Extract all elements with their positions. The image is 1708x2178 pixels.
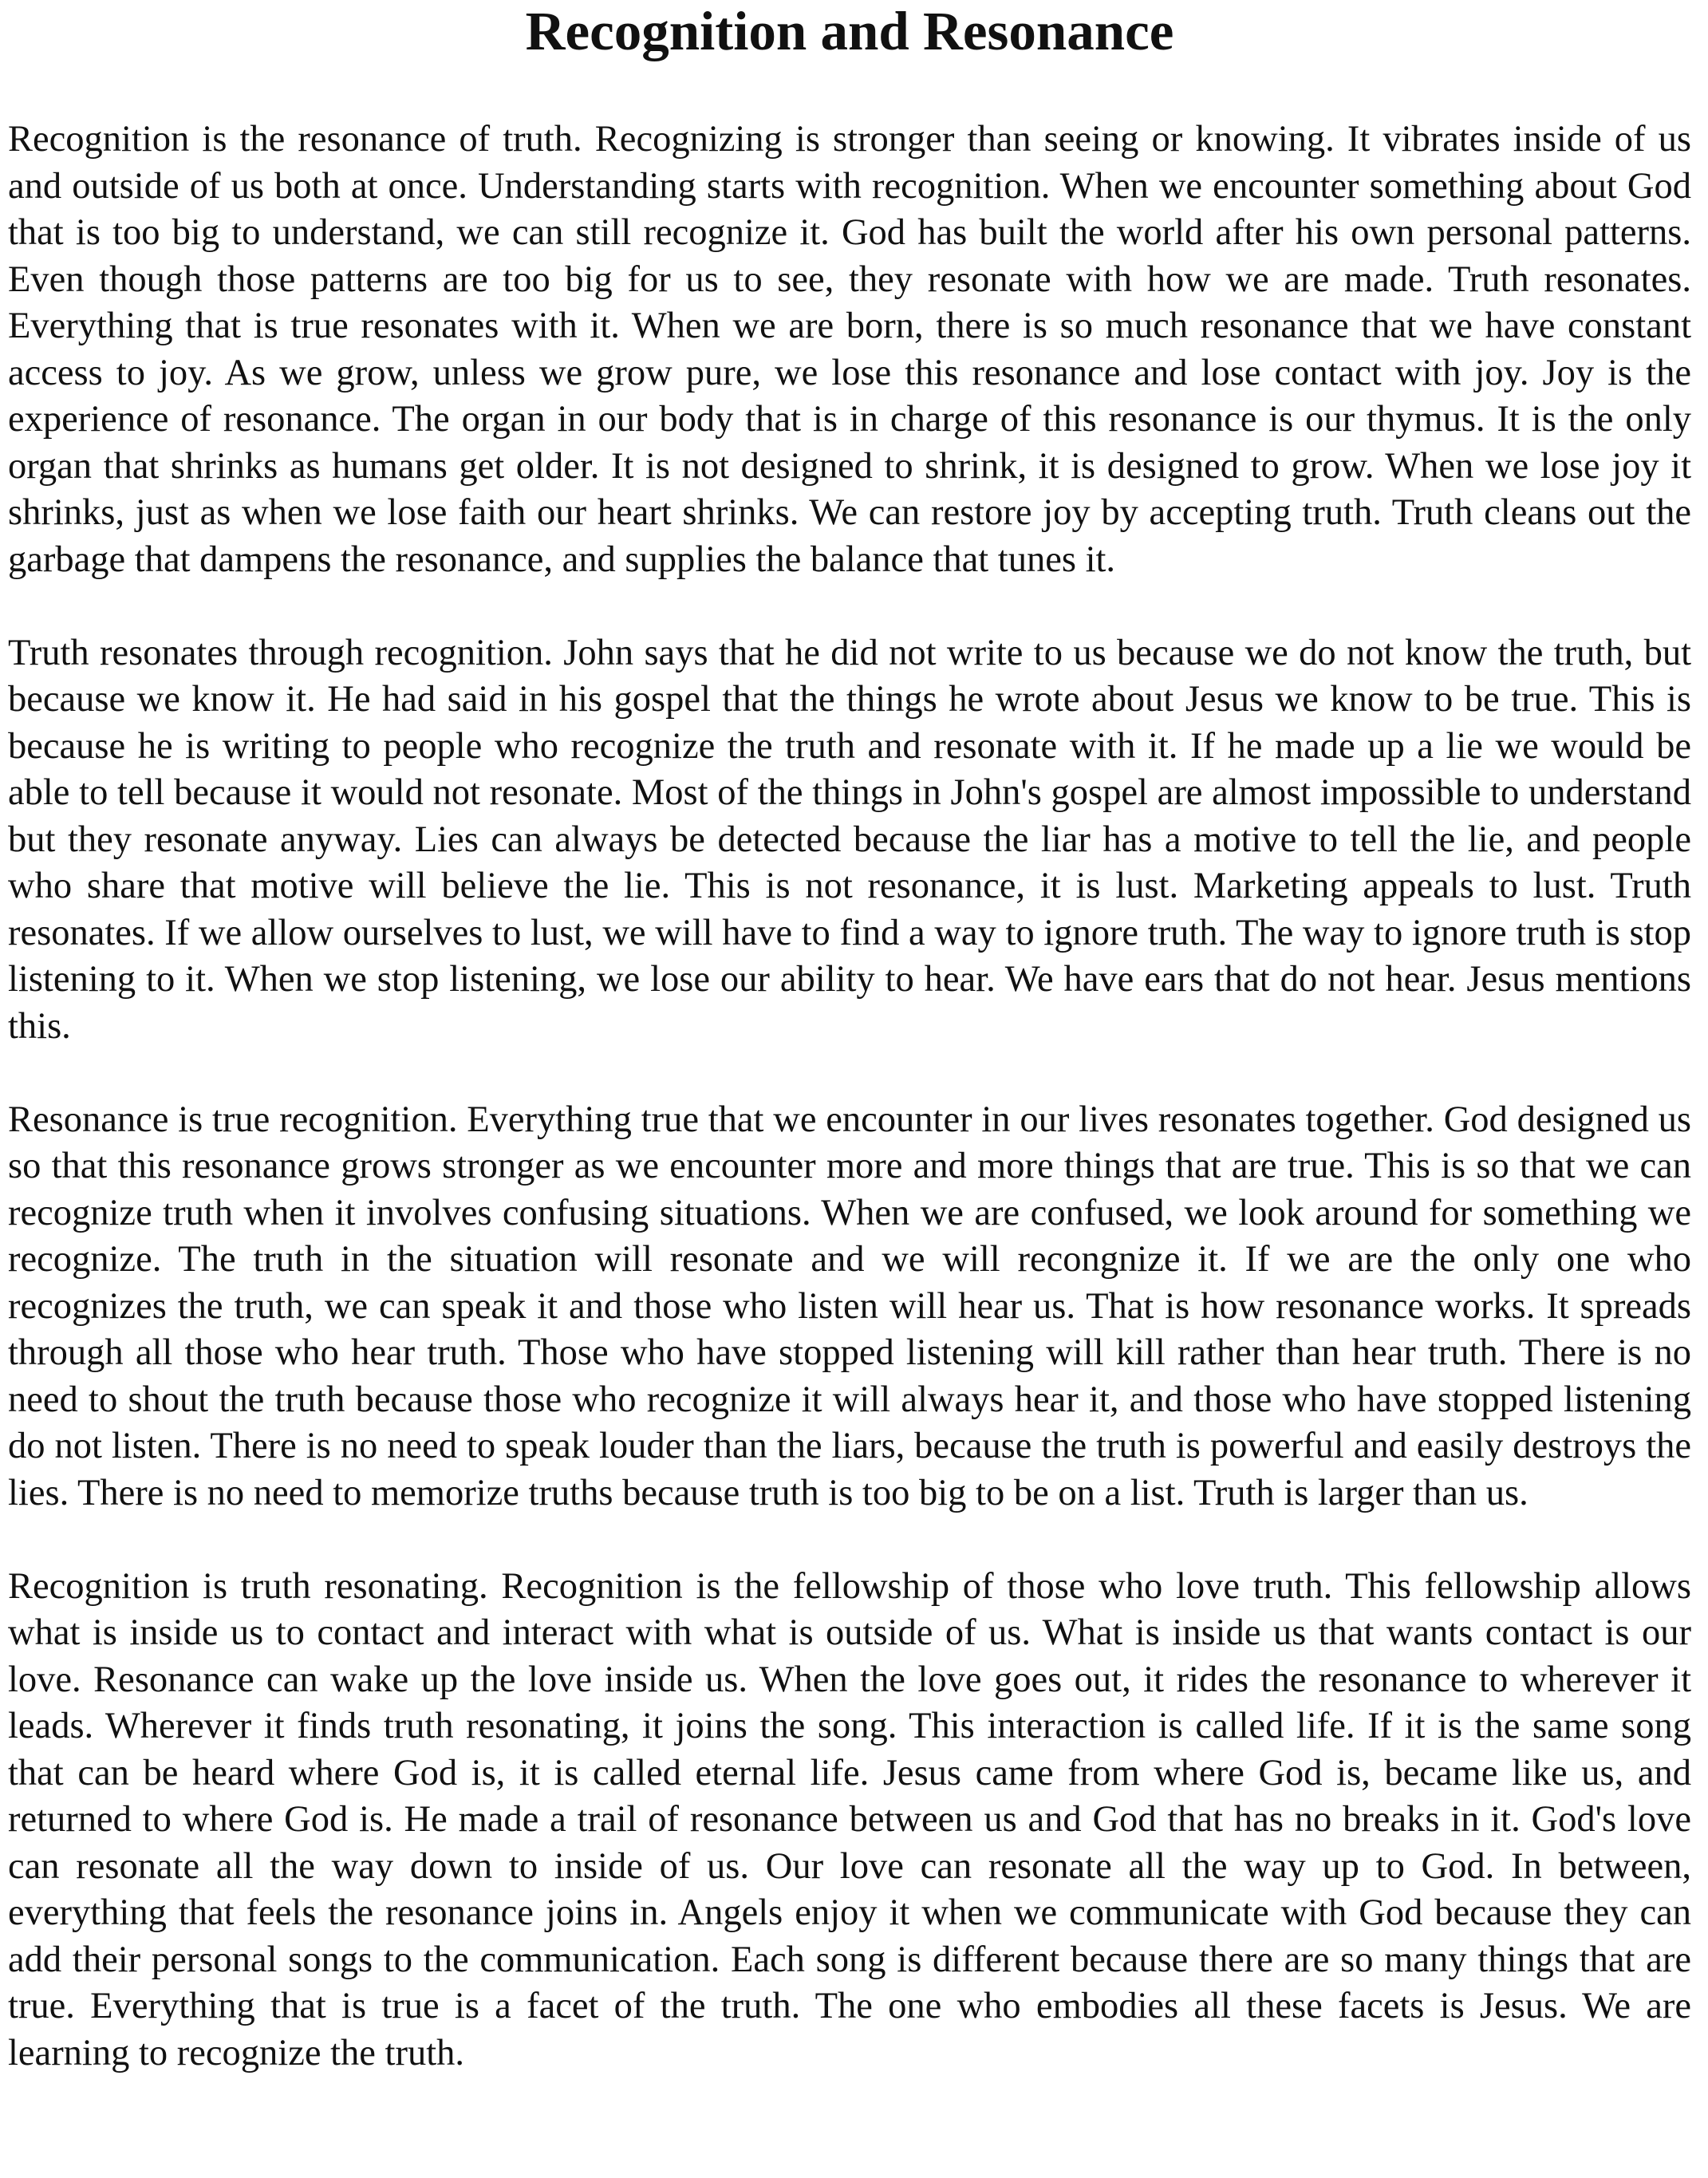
document-page <box>8 0 1691 2077</box>
paragraph-3: Resonance is true recognition. Everything true that we encounter in our lives resonates together. God designed us so that this resonance grows stronger as we encounter more and more things that are true. This is so that we can recognize truth when it involves confusing situations. When we are confused, we look around for something we recognize. The truth in the situation will resonate and we will recongnize it. If we are the only one who recognizes the truth, we can speak it and those who listen will hear us. That is how resonance works. It spreads through all those who hear truth. Those who have stopped listening will kill rather than hear truth. There is no need to shout the truth because those who recognize it will always hear it, and those who have stopped listening do not listen. There is no need to speak louder than the liars, because the truth is powerful and easily destroys the lies. There is no need to memorize truths because truth is too big to be on a list. Truth is larger than us. <box>8 1099 1691 1513</box>
document-title: Recognition and Resonance <box>525 1 1174 61</box>
paragraph-2: Truth resonates through recognition. John says that he did not write to us because we do not know the truth, but because we know it. He had said in his gospel that the things he wrote about Jesus we know to be true. This is because he is writing to people who recognize the truth and resonate with it. If he made up a lie we would be able to tell because it would not resonate. Most of the things in John's gospel are almost impossible to understand but they resonate anyway. Lies can always be detected because the liar has a motive to tell the lie, and people who share that motive will believe the lie. This is not resonance, it is lust. Marketing appeals to lust. Truth resonates. If we allow ourselves to lust, we will have to find a way to ignore truth. The way to ignore truth is stop listening to it. When we stop listening, we lose our ability to hear. We have ears that do not hear. Jesus mentions this. <box>8 632 1691 1047</box>
document-body <box>8 116 1691 2077</box>
paragraph-1: Recognition is the resonance of truth. Recognizing is stronger than seeing or knowing. It vibrates inside of us and outside of us both at once. Understanding starts with recognition. When we encounter something about God that is too big to understand, we can still recognize it. God has built the world after his own personal patterns. Even though those patterns are too big for us to see, they resonate with how we are made. Truth resonates. Everything that is true resonates with it. When we are born, there is so much resonance that we have constant access to joy. As we grow, unless we grow pure, we lose this resonance and lose contact with joy. Joy is the experience of resonance. The organ in our body that is in charge of this resonance is our thymus. It is the only organ that shrinks as humans get older. It is not designed to shrink, it is designed to grow. When we lose joy it shrinks, just as when we lose faith our heart shrinks. We can restore joy by accepting truth. Truth cleans out the garbage that dampens the resonance, and supplies the balance that tunes it. <box>8 119 1691 580</box>
paragraph-4: Recognition is truth resonating. Recognition is the fellowship of those who love truth. This fellowship allows what is inside us to contact and interact with what is outside of us. What is inside us that wants contact is our love. Resonance can wake up the love inside us. When the love goes out, it rides the resonance to wherever it leads. Wherever it finds truth resonating, it joins the song. This interaction is called life. If it is the same song that can be heard where God is, it is called eternal life. Jesus came from where God is, became like us, and returned to where God is. He made a trail of resonance between us and God that has no breaks in it. God's love can resonate all the way down to inside of us. Our love can resonate all the way up to God. In between, everything that feels the resonance joins in. Angels enjoy it when we communicate with God because they can add their personal songs to the communication. Each song is different because there are so many things that are true. Everything that is true is a facet of the truth. The one who embodies all these facets is Jesus. We are learning to recognize the truth. <box>8 1565 1691 2073</box>
